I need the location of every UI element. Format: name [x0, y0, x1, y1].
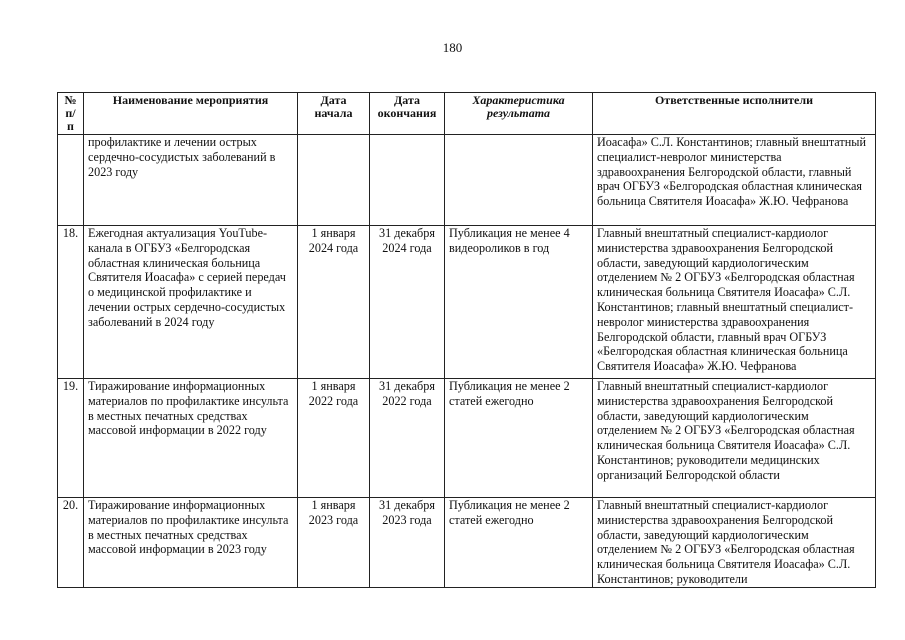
row-end: 31 декабря 2023 года — [370, 498, 445, 588]
row-start — [298, 135, 370, 226]
row-num: 20. — [58, 498, 84, 588]
table-row — [58, 135, 876, 226]
row-num: 18. — [58, 226, 84, 379]
row-result: Публикация не менее 2 статей ежегодно — [445, 498, 593, 588]
row-name: Тиражирование информационных материалов по профилактике инсульта в местных печатных средствах массовой информации в 2023 году — [84, 498, 298, 588]
row-end: 31 декабря 2022 года — [370, 379, 445, 498]
row-start: 1 января 2022 года — [298, 379, 370, 498]
row-responsible: Главный внештатный специалист-кардиолог министерства здравоохранения Белгородской области, заведующий кардиологическим отделением № 2 ОГБУЗ «Белгородская областная клиническая больница Святителя Иоасафа» С.Л. Константинов; главный внештатный специалист-невролог министерства здравоохранения Белгородской области, главный врач ОГБУЗ «Белгородская областная клиническая больница Святителя Иоасафа» Ж.Ю. Чефранова — [593, 226, 876, 379]
row-result — [445, 135, 593, 226]
page-number: 180 — [442, 40, 463, 55]
row-end — [370, 135, 445, 226]
header-num: № п/п — [58, 93, 84, 135]
row-num — [58, 135, 84, 226]
row-start: 1 января 2024 года — [298, 226, 370, 379]
header-responsible: Ответственные исполнители — [593, 93, 876, 135]
row-result: Публикация не менее 4 видеороликов в год — [445, 226, 593, 379]
row-result: Публикация не менее 2 статей ежегодно — [445, 379, 593, 498]
table-header-row — [58, 93, 876, 135]
header-name: Наименование мероприятия — [84, 93, 298, 135]
row-name: Тиражирование информационных материалов по профилактике инсульта в местных печатных средствах массовой информации в 2022 году — [84, 379, 298, 498]
header-result: Характеристика результата — [445, 93, 593, 135]
row-responsible: Иоасафа» С.Л. Константинов; главный внештатный специалист-невролог министерства здравоохранения Белгородской области, главный врач ОГБУЗ «Белгородская областная клиническая больница Святителя Иоасафа» Ж.Ю. Чефранова — [593, 135, 876, 226]
row-num: 19. — [58, 379, 84, 498]
table-row — [58, 498, 876, 588]
row-start: 1 января 2023 года — [298, 498, 370, 588]
row-responsible: Главный внештатный специалист-кардиолог министерства здравоохранения Белгородской области, заведующий кардиологическим отделением № 2 ОГБУЗ «Белгородская областная клиническая больница Святителя Иоасафа» С.Л. Константинов; руководители — [593, 498, 876, 588]
row-name: Ежегодная актуализация YouTube-канала в ОГБУЗ «Белгородская областная клиническая больница Святителя Иоасафа» с серией передач о медицинской профилактике и лечении острых сердечно-сосудистых заболеваний в 2024 году — [84, 226, 298, 379]
row-responsible: Главный внештатный специалист-кардиолог министерства здравоохранения Белгородской области, заведующий кардиологическим отделением № 2 ОГБУЗ «Белгородская областная клиническая больница Святителя Иоасафа» С.Л. Константинов; руководители медицинских организаций Белгородской области — [593, 379, 876, 498]
row-end: 31 декабря 2024 года — [370, 226, 445, 379]
table-row — [58, 379, 876, 498]
header-end: Дата окончания — [370, 93, 445, 135]
table-row — [58, 226, 876, 379]
row-name: профилактике и лечении острых сердечно-сосудистых заболеваний в 2023 году — [84, 135, 298, 226]
events-table — [57, 92, 876, 588]
header-start: Дата начала — [298, 93, 370, 135]
